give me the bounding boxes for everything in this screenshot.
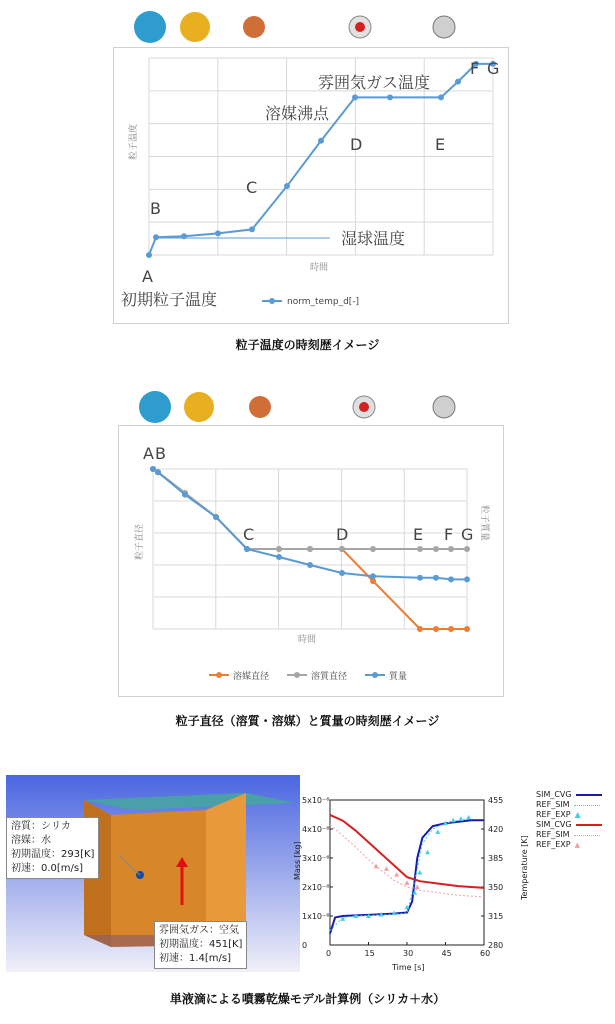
annotation-boiling-point: 溶媒沸点 [265,104,330,123]
chart2-phase-E: E [413,525,424,544]
solvent-line: 溶媒：水 [11,835,51,846]
chart2-phase-C: C [243,525,255,544]
chart3-ylabel-right: Temperature [K] [520,835,529,900]
chart3-xtick-label: 30 [403,949,414,958]
chart3-ytick-label: 5x10⁻⁶ [302,796,330,805]
chart3-xtick-label: 15 [364,949,375,958]
chart2-phase-D: D [336,525,349,544]
chart3-series [330,815,484,934]
legend-label-1: SIM_CVG [536,790,572,799]
chart3-ytick-right-label: 315 [488,912,504,921]
gas-temp-line: 初期温度：451[K] [159,939,243,950]
chart3-ytick-right-label: 385 [488,854,504,863]
chart3-ytick-label: 4x10⁻⁶ [302,825,330,834]
legend-label-6: REF_EXP [536,840,571,849]
chart3-exp-point [374,864,379,869]
chart2-phase-F: F [444,525,454,544]
chart3-exp-point [451,818,456,823]
chart1-xlabel: 時間 [310,263,329,273]
chart1-legend-label: norm_temp_d[-] [287,297,360,307]
chart3-exp-point [458,816,463,821]
chart3-exp-point [466,815,471,820]
legend-solute-label: 溶質直径 [311,672,348,682]
gas-line: 雰囲気ガス：空気 [159,925,239,936]
legend-mass-label: 質量 [389,672,408,682]
legend-row-5 [536,830,602,840]
legend-row-4 [536,820,602,830]
chart1-phase-C: C [246,178,258,197]
chart2-caption: 粒子直径（溶質・溶媒）と質量の時刻歴イメージ [175,714,440,728]
chart2-phase-B: B [155,444,166,463]
legend-row-6: REF_EXP ▲ [536,840,580,849]
annotation-wet-bulb: 湿球温度 [341,229,406,248]
solute-line: 溶質：シリカ [11,821,71,832]
chart3-exp-point [394,872,399,877]
chart1-phase-A: A [142,267,153,286]
chart3-exp-point [415,885,420,890]
chart3-exp-point [435,829,440,834]
chart3-ytick-label: 2x10⁻⁶ [302,883,330,892]
chart3-ylabel: Mass [kg] [293,841,302,880]
chart1-phase-F: F [470,59,480,78]
chart1-ylabel: 粒子温度 [129,123,139,160]
chart1-phase-E: E [435,135,446,154]
chart2-ylabel: 粒子直径 [135,523,145,560]
legend-solvent-label: 溶媒直径 [233,672,270,682]
chart2-ylabel-right: 粒子質量 [479,505,489,542]
legend-label-2: REF_SIM [536,800,570,809]
chart1-phase-G: G [487,59,500,78]
chart1-phase-D: D [350,135,363,154]
gas-velocity-line: 初速：1.4[m/s] [159,953,232,964]
legend-label-3: REF_EXP [536,810,571,819]
chart3-xlabel: Time [s] [392,963,425,972]
chart3-ytick-right-label: 455 [488,796,504,805]
chart2-phase-G: G [461,525,474,544]
initial-temp-line: 初期温度：293[K] [11,849,95,860]
legend-row-2 [536,800,602,810]
annotation-initial-temp: 初期粒子温度 [121,290,218,309]
chart3-series-line [330,819,471,931]
legend-row-1 [536,790,602,800]
chart3-exp-point [405,880,410,885]
annotation-gas-temp: 雰囲気ガス温度 [318,73,431,92]
chart1-phase-B: B [150,199,161,218]
legend-row-3: REF_EXP ▲ [536,810,581,819]
chart3-ytick-label: 3x10⁻⁶ [302,854,330,863]
chart1-caption: 粒子温度の時刻歴イメージ [235,338,380,352]
chart3-ytick-label: 1x10⁻⁶ [302,912,330,921]
chart3-exp-point [384,866,389,871]
chart3-exp-point [425,850,430,855]
chart2-xlabel: 時間 [298,635,317,645]
legend-label-4: SIM_CVG [536,820,572,829]
chart3-xtick-label: 60 [480,949,491,958]
chart3-xtick-label: 0 [326,949,332,958]
initial-velocity-line: 初速：0.0[m/s] [11,863,84,874]
chart2-phase-A: A [143,444,154,463]
chart3-ytick-right-label: 280 [488,941,504,950]
legend-label-5: REF_SIM [536,830,570,839]
chart3-ytick-label: 0 [302,941,308,950]
chart3-exp-point [417,870,422,875]
chart3-ytick-right-label: 420 [488,825,504,834]
chart3-series-line [330,815,484,888]
chart3-xtick-label: 45 [441,949,452,958]
chart3-caption: 単液滴による噴霧乾燥モデル計算例（シリカ＋水） [169,992,446,1006]
chart3-legend [536,790,602,850]
chart3-ytick-right-label: 350 [488,883,504,892]
